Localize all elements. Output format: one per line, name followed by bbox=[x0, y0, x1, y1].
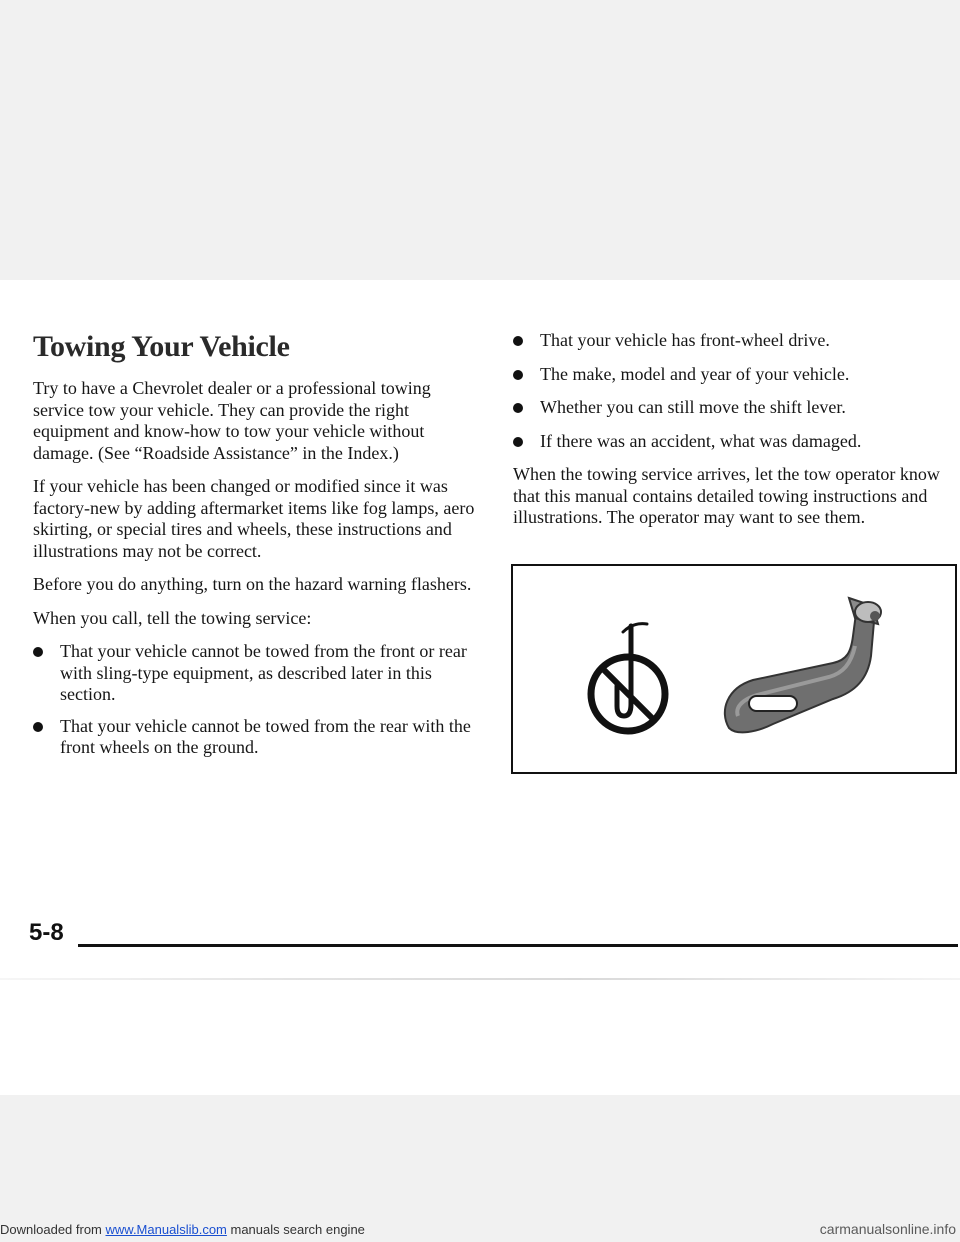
paragraph-call: When you call, tell the towing service: bbox=[33, 607, 312, 628]
manual-page bbox=[0, 280, 960, 1095]
right-bullet-list bbox=[513, 330, 943, 452]
illustration-svg bbox=[513, 566, 955, 772]
right-column bbox=[513, 330, 943, 541]
paragraph-hazard: Before you do anything, turn on the hazard warning flashers. bbox=[33, 574, 472, 594]
list-item: That your vehicle has front-wheel drive. bbox=[513, 330, 943, 352]
paragraph-operator: When the towing service arrives, let the tow operator know that this manual contains detailed towing instructions and illustrations. The operator may want to see them. bbox=[513, 464, 940, 527]
list-item: The make, model and year of your vehicle. bbox=[513, 364, 943, 386]
paragraph-dealer: Try to have a Chevrolet dealer or a professional towing service tow your vehicle. They can provide the right equipment and know-how to tow your vehicle without damage. (See “Roadside Assistance” in the Index.) bbox=[33, 378, 431, 463]
download-footer bbox=[0, 1222, 365, 1238]
left-column bbox=[33, 330, 483, 769]
towing-illustration bbox=[511, 564, 957, 774]
bottom-margin bbox=[0, 1095, 960, 1242]
footer-suffix: manuals search engine bbox=[226, 1222, 365, 1237]
no-hook-icon bbox=[591, 624, 665, 731]
manualslib-link[interactable]: www.Manualslib.com bbox=[105, 1222, 227, 1237]
footer-prefix: Downloaded from bbox=[0, 1222, 106, 1237]
list-item: Whether you can still move the shift lever. bbox=[513, 397, 943, 419]
section-title: Towing Your Vehicle bbox=[33, 330, 290, 363]
top-margin bbox=[0, 0, 960, 280]
list-item: That your vehicle cannot be towed from the front or rear with sling-type equipment, as described later in this section. bbox=[33, 641, 483, 706]
tow-bar-icon bbox=[725, 598, 881, 732]
footer-rule bbox=[78, 944, 958, 947]
page-number: 5-8 bbox=[29, 919, 64, 946]
watermark-text: carmanualsonline.info bbox=[819, 1221, 956, 1237]
list-item: That your vehicle cannot be towed from the rear with the front wheels on the ground. bbox=[33, 716, 483, 759]
scan-line bbox=[0, 978, 960, 980]
list-item: If there was an accident, what was damaged. bbox=[513, 431, 943, 453]
paragraph-modified: If your vehicle has been changed or modified since it was factory-new by adding aftermarket items like fog lamps, aero skirting, or special tires and wheels, these instructions and illustrations may not be correct. bbox=[33, 476, 475, 561]
left-bullet-list bbox=[33, 641, 483, 759]
